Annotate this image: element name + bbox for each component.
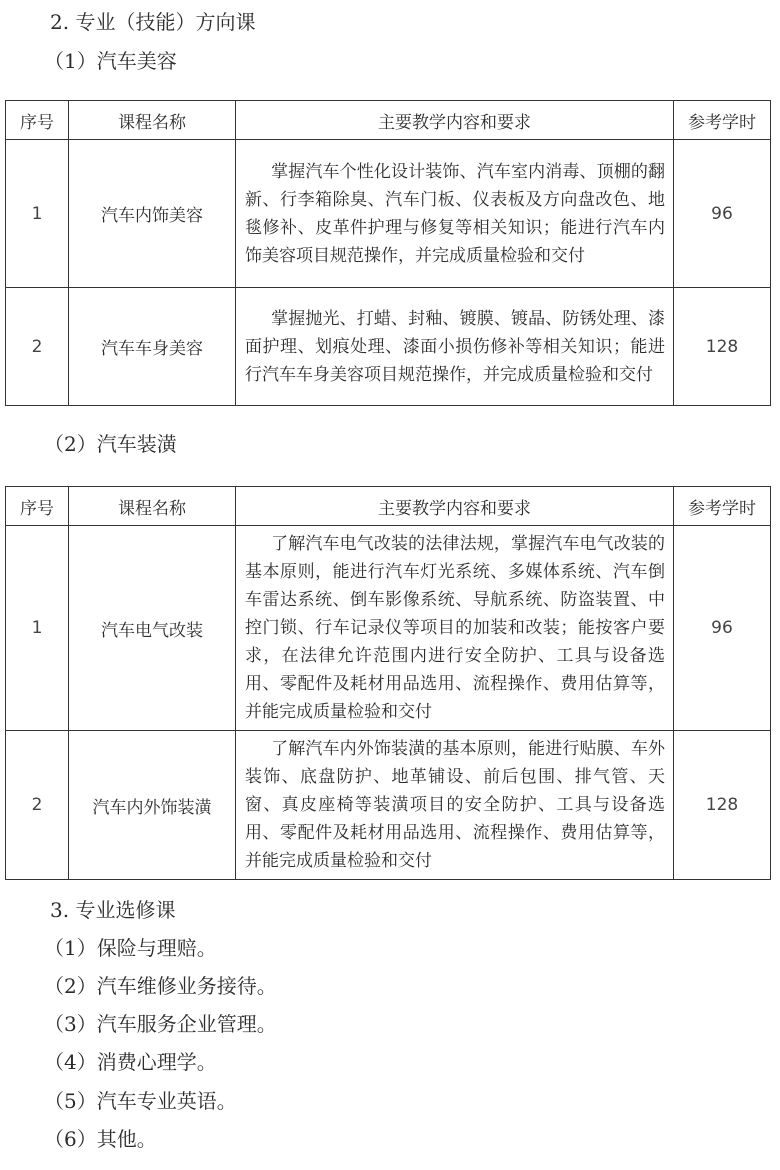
- row-no: 1: [6, 140, 69, 288]
- row-course-name: 汽车内外饰装潢: [69, 731, 236, 880]
- row-hours: 128: [674, 731, 771, 880]
- header-course-name: 课程名称: [69, 101, 236, 140]
- table-row: [6, 140, 771, 288]
- elective-item: （5）汽车专业英语。: [44, 1089, 237, 1113]
- header-no: 序号: [6, 101, 69, 140]
- table-row: [6, 288, 771, 406]
- section-3-heading: 3. 专业选修课: [50, 898, 176, 922]
- row-course-name: 汽车电气改装: [69, 526, 236, 731]
- table-row: [6, 526, 771, 731]
- subsection-1-heading: （1）汽车美容: [44, 49, 177, 73]
- row-course-name: 汽车车身美容: [69, 288, 236, 406]
- table-header-row: [6, 101, 771, 140]
- row-content: 了解汽车电气改装的法律法规，掌握汽车电气改装的基本原则，能进行汽车灯光系统、多媒体系统、汽车倒车雷达系统、倒车影像系统、导航系统、防盗装置、中控门锁、行车记录仪等项目的加装和改装；能按客户要求，在法律允许范围内进行安全防护、工具与设备选用、零配件及耗材用品选用、流程操作、费用估算等，并能完成质量检验和交付: [236, 526, 674, 731]
- table-header-row: [6, 487, 771, 526]
- row-content: 了解汽车内外饰装潢的基本原则，能进行贴膜、车外装饰、底盘防护、地革铺设、前后包围、排气管、天窗、真皮座椅等装潢项目的安全防护、工具与设备选用、零配件及耗材用品选用、流程操作、费用估算等，并能完成质量检验和交付: [236, 731, 674, 880]
- elective-item: （1）保险与理赔。: [44, 936, 217, 960]
- row-course-name: 汽车内饰美容: [69, 140, 236, 288]
- subsection-2-heading: （2）汽车装潢: [44, 432, 177, 456]
- row-no: 1: [6, 526, 69, 731]
- elective-item: （2）汽车维修业务接待。: [44, 974, 277, 998]
- header-hours: 参考学时: [674, 101, 771, 140]
- row-content: 掌握抛光、打蜡、封釉、镀膜、镀晶、防锈处理、漆面护理、划痕处理、漆面小损伤修补等相关知识；能进行汽车车身美容项目规范操作，并完成质量检验和交付: [236, 288, 674, 406]
- row-hours: 96: [674, 526, 771, 731]
- table-row: [6, 731, 771, 880]
- row-no: 2: [6, 288, 69, 406]
- elective-item: （4）消费心理学。: [44, 1050, 217, 1074]
- elective-item: （3）汽车服务企业管理。: [44, 1012, 277, 1036]
- header-content: 主要教学内容和要求: [236, 487, 674, 526]
- header-no: 序号: [6, 487, 69, 526]
- header-content: 主要教学内容和要求: [236, 101, 674, 140]
- row-no: 2: [6, 731, 69, 880]
- header-course-name: 课程名称: [69, 487, 236, 526]
- table-car-decoration: [5, 486, 771, 880]
- table-car-beauty: [5, 100, 771, 406]
- row-hours: 128: [674, 288, 771, 406]
- section-2-heading: 2. 专业（技能）方向课: [50, 10, 256, 34]
- row-content: 掌握汽车个性化设计装饰、汽车室内消毒、顶棚的翻新、行李箱除臭、汽车门板、仪表板及方向盘改色、地毯修补、皮革件护理与修复等相关知识；能进行汽车内饰美容项目规范操作，并完成质量检验和交付: [236, 140, 674, 288]
- elective-item: （6）其他。: [44, 1127, 157, 1151]
- row-hours: 96: [674, 140, 771, 288]
- header-hours: 参考学时: [674, 487, 771, 526]
